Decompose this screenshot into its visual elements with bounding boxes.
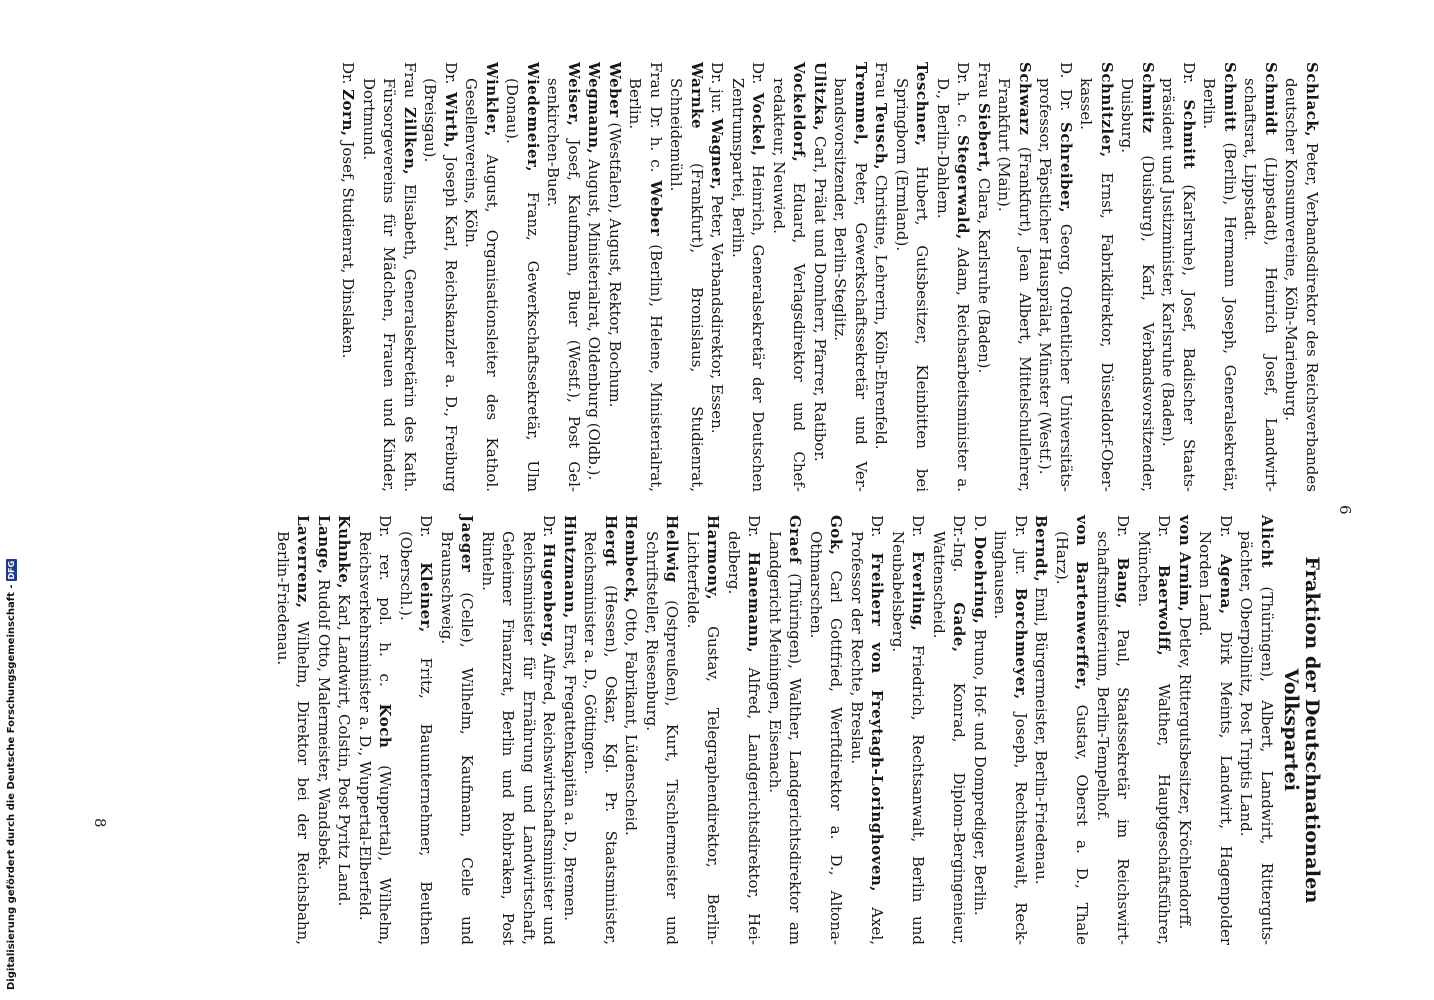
- member-name: Bang,: [1114, 557, 1133, 610]
- member-detail: Eduard, Verlagsdirektor und Chefredakteur, Neuwied.: [770, 78, 809, 492]
- member-detail: Paul, Staatssekretär im Reichswirtschaftsministerium, Berlin-Tempelhof.: [1094, 531, 1133, 945]
- member-name: Wagner,: [708, 118, 727, 191]
- member-entry: [420, 62, 461, 492]
- member-entry: [605, 62, 626, 492]
- member-detail: Otto, Fabrikant, Lüdenscheid.: [622, 603, 641, 836]
- member-name: Wirth,: [442, 92, 460, 149]
- member-detail: (Thüringen), Walther, Landgerichtsdirektor am Landgericht Meiningen, Eisenach.: [766, 531, 805, 945]
- member-detail: Clara, Karlsruhe (Baden).: [975, 173, 993, 374]
- member-name: Everling,: [909, 551, 928, 632]
- member-name: Schwarz: [1016, 62, 1034, 136]
- member-name: Weber: [647, 180, 665, 237]
- member-entry: [892, 62, 933, 492]
- member-name: Warnke: [688, 62, 706, 130]
- member-entry: [642, 515, 683, 945]
- member-entry: [1031, 515, 1052, 945]
- member-title-prefix: Dr. rer. pol. h. c.: [376, 515, 395, 704]
- member-title-prefix: Dr.: [745, 515, 764, 552]
- member-name: Gok,: [827, 515, 846, 556]
- member-name: Vockeldorf,: [790, 62, 809, 163]
- member-name: Zillken,: [401, 107, 419, 176]
- member-entry: [1199, 62, 1240, 492]
- page-number-top: 6: [1336, 505, 1354, 515]
- member-title-prefix: Dr.: [1217, 515, 1235, 555]
- member-entry: [396, 515, 437, 945]
- member-title-prefix: D.: [971, 515, 989, 537]
- member-detail: Ernst, Fabrikdirektor, Düsseldorf-Oberkassel.: [1077, 78, 1116, 492]
- member-name: Berndt,: [1032, 515, 1051, 583]
- member-title-prefix: D. Dr.: [1057, 62, 1075, 123]
- member-detail: Alfred, Reichswirtschaftsminister und Reichsminister für Ernährung und Landwirtschaft, Geheimer Finanzrat, Berlin und Rohbraken, Post Rinteln.: [479, 531, 559, 945]
- member-detail: August, Organisationsleiter des Kathol. Gesellenvereins, Köln.: [462, 78, 501, 492]
- member-entry: [806, 515, 847, 945]
- member-title-prefix: Dr.: [1180, 62, 1198, 100]
- member-detail: Christine, Lehrerin, Köln-Ehrenfeld.: [872, 170, 891, 450]
- member-entry: [929, 515, 970, 945]
- member-name: Vockel,: [749, 92, 768, 157]
- member-detail: (Frankfurt), Bronislaus, Studienrat, Schneidemühl.: [667, 78, 706, 492]
- member-entry: [502, 62, 543, 492]
- member-title-prefix: Dr.: [442, 62, 460, 93]
- member-entry: [1117, 62, 1158, 492]
- member-entry: [1035, 62, 1076, 492]
- member-name: Schmitt: [1180, 99, 1198, 170]
- member-detail: Walther, Hauptgeschäftsführer, München.: [1135, 531, 1174, 945]
- member-name: Schreiber,: [1057, 122, 1075, 214]
- member-entry: [707, 62, 728, 492]
- member-name: Hembeck,: [622, 515, 641, 604]
- member-detail: (Wuppertal), Wilhelm, Reichsverkehrsminister a. D., Wuppertal-Elberfeld.: [356, 531, 395, 946]
- member-name: Weber: [606, 62, 624, 118]
- member-name: Hergt: [602, 515, 620, 567]
- member-title-prefix: Dr. jur.: [1012, 515, 1030, 588]
- member-entry: [974, 62, 995, 492]
- member-name: Tremmel,: [852, 62, 870, 146]
- member-title-prefix: Dr.: [868, 515, 887, 553]
- member-title-prefix: Frau: [401, 62, 419, 108]
- member-name: Koch: [376, 703, 395, 749]
- member-name: Baerwolff,: [1155, 564, 1174, 657]
- member-detail: August, Ministerialrat, Oldenburg (Oldb.).: [585, 154, 604, 481]
- member-detail: (Westfalen), August, Rektor, Bochum.: [606, 117, 624, 408]
- member-entry: [990, 515, 1031, 945]
- member-title-prefix: Dr.: [1114, 515, 1133, 558]
- member-detail: Fritz, Bauunternehmer, Beuthen (Oberschl.).: [397, 531, 436, 945]
- member-name: Siebert,: [975, 102, 993, 174]
- member-title-prefix: Frau: [975, 62, 993, 103]
- member-detail: Hubert, Gutsbesitzer, Kleinbitten bei Springborn (Ermland).: [893, 78, 932, 492]
- member-entry: [478, 515, 560, 945]
- member-detail: Josef, Kaufmann, Buer (Westf.), Post Gelsenkirchen-Buer.: [544, 78, 583, 492]
- member-entry: [314, 515, 335, 945]
- member-name: Schmidt: [1262, 62, 1280, 136]
- member-name: Wegmann,: [585, 62, 604, 155]
- member-detail: Ernst, Fregattenkapitän a. D., Bremen.: [561, 618, 579, 921]
- member-name: Kuhnke,: [335, 515, 354, 590]
- member-entry: [1175, 515, 1196, 945]
- member-title-prefix: Frau: [872, 62, 891, 103]
- member-name: Graef: [786, 515, 805, 564]
- member-entry: [1134, 515, 1175, 945]
- member-entry: [728, 62, 769, 492]
- member-detail: Peter, Gewerkschaftssekretär und Verbandsvorsitzender, Berlin-Steglitz.: [831, 78, 870, 492]
- member-detail: Bruno, Hof- und Domprediger, Berlin.: [971, 624, 989, 916]
- member-detail: Detlev, Rittergutsbesitzer, Kröchlendorff.: [1176, 612, 1194, 930]
- member-detail: (Berlin), Helene, Ministerialrat, Berlin.: [626, 78, 665, 493]
- member-name: Freiherr von Freytagh-Loringhoven,: [868, 552, 887, 893]
- member-name: Hanemann,: [745, 551, 764, 654]
- member-detail: Konrad, Diplom-Bergingenieur, Wattenscheid.: [930, 531, 969, 945]
- member-entry: [580, 515, 621, 945]
- member-detail: (Celle), Wilhelm, Kaufmann, Celle und Braunschweig.: [438, 531, 477, 945]
- member-detail: Elisabeth, Generalsekretärin des Kath. Fürsorgevereins für Mädchen, Frauen und Kinder, Dortmund.: [360, 78, 419, 493]
- member-entry: [461, 62, 502, 492]
- member-detail: Adam, Reichsarbeitsminister a. D., Berlin-Dahlem.: [934, 78, 973, 493]
- member-list-left-column: [338, 62, 1322, 492]
- member-detail: Axel, Professor der Rechte, Breslau.: [848, 531, 887, 945]
- member-name: Winkler,: [483, 62, 501, 137]
- member-detail: Georg, Ordentlicher Universitätsprofessor, Päpstlicher Hausprälat, Münster (Westf.).: [1036, 78, 1075, 492]
- member-name: von Bartenwerffer,: [1073, 515, 1092, 691]
- member-entry: [1236, 515, 1277, 945]
- member-name: Borchmeyer,: [1012, 587, 1030, 700]
- member-detail: (Lippstadt), Heinrich Josef, Landwirtschaftsrat, Lippstadt.: [1241, 78, 1280, 492]
- member-title-prefix: Dr.: [749, 62, 768, 93]
- member-name: Alicht: [1258, 515, 1276, 569]
- member-detail: Alfred, Landgerichtsdirektor, Heidelberg.: [725, 531, 764, 945]
- member-detail: Rudolf Otto, Malermeister, Wandsbek.: [315, 574, 333, 870]
- member-title-prefix: Dr.: [1155, 515, 1174, 565]
- member-entry: [560, 515, 581, 945]
- member-entry: [765, 515, 806, 945]
- member-name: Teusch,: [872, 102, 891, 171]
- member-name: Hellwig: [663, 515, 682, 583]
- member-entry: [437, 515, 478, 945]
- member-title-prefix: Dr.: [540, 515, 559, 544]
- member-entry: [621, 515, 642, 945]
- member-detail: Carl, Prälat und Domherr, Pfarrer, Ratibor.: [811, 131, 829, 462]
- member-entry: [933, 62, 974, 492]
- member-name: Hintzmann,: [561, 515, 579, 619]
- member-entry: [334, 515, 355, 945]
- member-name: Zorn,: [339, 89, 358, 137]
- member-name: Jaeger: [458, 515, 477, 573]
- member-entry: [724, 515, 765, 945]
- member-entry: [273, 515, 314, 945]
- member-entry: [666, 62, 707, 492]
- member-entry: [970, 515, 991, 945]
- member-entry: [994, 62, 1035, 492]
- member-entry: [1052, 515, 1093, 945]
- member-detail: Gustav, Telegraphendirektor, Berlin-Lichterfelde.: [684, 531, 723, 945]
- member-detail: Friedrich, Rechtsanwalt, Berlin und Neubabelsberg.: [889, 531, 928, 945]
- member-entry: [830, 62, 871, 492]
- member-detail: Karl, Landwirt, Colstin, Post Pyritz Land.: [335, 589, 354, 907]
- member-name: Gade,: [950, 602, 969, 653]
- page-number-bottom: 8: [91, 818, 109, 828]
- member-detail: (Hessen), Oskar, Kgl. Pr. Staatsminister, Reichsminister a. D., Göttingen.: [581, 531, 620, 945]
- member-list-right-column: [273, 515, 1323, 945]
- member-detail: Gustav, Oberst a. D., Thale (Harz).: [1053, 531, 1092, 945]
- member-name: Teschner,: [913, 62, 932, 147]
- member-name: Kleiner,: [417, 562, 436, 633]
- member-entry: [871, 62, 892, 492]
- member-entry: [1195, 515, 1236, 945]
- member-detail: (Karlsruhe), Josef, Badischer Staatspräsident und Justizminister, Karlsruhe (Baden).: [1159, 78, 1198, 492]
- member-entry: [1240, 62, 1281, 492]
- member-title-prefix: Dr.: [417, 515, 436, 563]
- member-entry: [810, 62, 831, 492]
- member-name: Doehring,: [971, 536, 989, 625]
- member-detail: Joseph, Rechtsanwalt, Recklinghausen.: [991, 531, 1030, 945]
- digitization-credit-text: Digitalisierung gefördert durch die Deutsche Forschungsgemeinschaft -: [5, 584, 17, 990]
- member-entry: [625, 62, 666, 492]
- member-detail: (Berlin), Hermann Joseph, Generalsekretär, Berlin.: [1200, 78, 1239, 492]
- member-entry: [1076, 62, 1117, 492]
- member-entry: [769, 62, 810, 492]
- member-detail: (Ostpreußen), Kurt, Tischlermeister und Schriftsteller, Riesenburg.: [643, 531, 682, 945]
- member-detail: Franz, Gewerkschaftssekretär, Ulm (Donau).: [503, 78, 542, 492]
- party-fraction-heading: Fraktion der Deutschnationalen Volkspartei: [1280, 556, 1323, 904]
- member-name: Weiser,: [565, 62, 583, 127]
- member-detail: Carl Gottfried, Werftdirektor a. D., Altona-Othmarschen.: [807, 531, 846, 945]
- member-name: Schlack,: [1303, 62, 1321, 138]
- member-detail: (Duisburg), Karl, Verbandsvorsitzender, Duisburg.: [1118, 78, 1157, 492]
- member-name: Schmitt: [1221, 62, 1239, 132]
- member-detail: Heinrich, Generalsekretär der Deutschen Zentrumspartei, Berlin.: [729, 78, 768, 492]
- member-entry: [543, 62, 584, 492]
- member-detail: Emil, Bürgermeister, Berlin-Friedenau.: [1032, 582, 1051, 885]
- member-entry: [683, 515, 724, 945]
- member-detail: (Thüringen), Albert, Landwirt, Rittergutspächter, Oberpöllnitz, Post Triptis Land.: [1237, 531, 1276, 945]
- member-title-prefix: Frau Dr. h. c.: [647, 62, 665, 181]
- member-detail: Peter, Verbandsdirektor, Essen.: [708, 190, 727, 434]
- member-name: Wiedemeier,: [524, 62, 542, 173]
- member-title-prefix: Dr. jur.: [708, 62, 727, 119]
- member-name: Ulitzka,: [811, 62, 829, 132]
- member-title-prefix: Dr. h. c.: [954, 62, 973, 135]
- member-name: Agena,: [1217, 554, 1235, 615]
- member-title-prefix: Dr.-Ing.: [950, 515, 969, 603]
- member-entry: [338, 62, 359, 492]
- member-entry: [584, 62, 605, 492]
- member-title-prefix: Dr.: [909, 515, 928, 552]
- member-entry: [359, 62, 421, 492]
- member-name: Stegerwald,: [954, 134, 973, 240]
- member-name: Harmony,: [704, 515, 723, 601]
- dfg-logo: DFG: [6, 560, 16, 580]
- member-detail: Dirk Meints, Landwirt, Hagenpolder Norden Land.: [1196, 531, 1235, 945]
- member-entry: [1281, 62, 1322, 492]
- member-name: Hugenberg,: [540, 543, 559, 648]
- digitization-credit-footer: [1, 0, 21, 1000]
- member-detail: Peter, Verbandsdirektor des Reichsverbandes deutscher Konsumvereine, Köln-Marienburg.: [1282, 78, 1321, 492]
- member-name: Schnitzler,: [1098, 62, 1116, 158]
- member-title-prefix: Dr.: [339, 62, 358, 90]
- member-entry: [847, 515, 888, 945]
- right-entries-list: [273, 515, 1278, 945]
- member-detail: (Frankfurt), Jean Albert, Mittelschullehrer, Frankfurt (Main).: [995, 78, 1034, 492]
- member-detail: Joseph Karl, Reichskanzler a. D., Freiburg (Breisgau).: [421, 78, 460, 492]
- member-entry: [1158, 62, 1199, 492]
- member-name: Schmitz: [1139, 62, 1157, 134]
- member-name: Laverrenz,: [294, 515, 313, 609]
- member-name: Lange,: [315, 515, 333, 575]
- member-detail: Wilhelm, Direktor bei der Reichsbahn, Berlin-Friedenau.: [274, 531, 313, 945]
- member-entry: [355, 515, 396, 945]
- member-detail: Josef, Studienrat, Dinslaken.: [339, 136, 358, 359]
- member-entry: [888, 515, 929, 945]
- member-entry: [1093, 515, 1134, 945]
- member-name: von Arnim,: [1176, 515, 1194, 613]
